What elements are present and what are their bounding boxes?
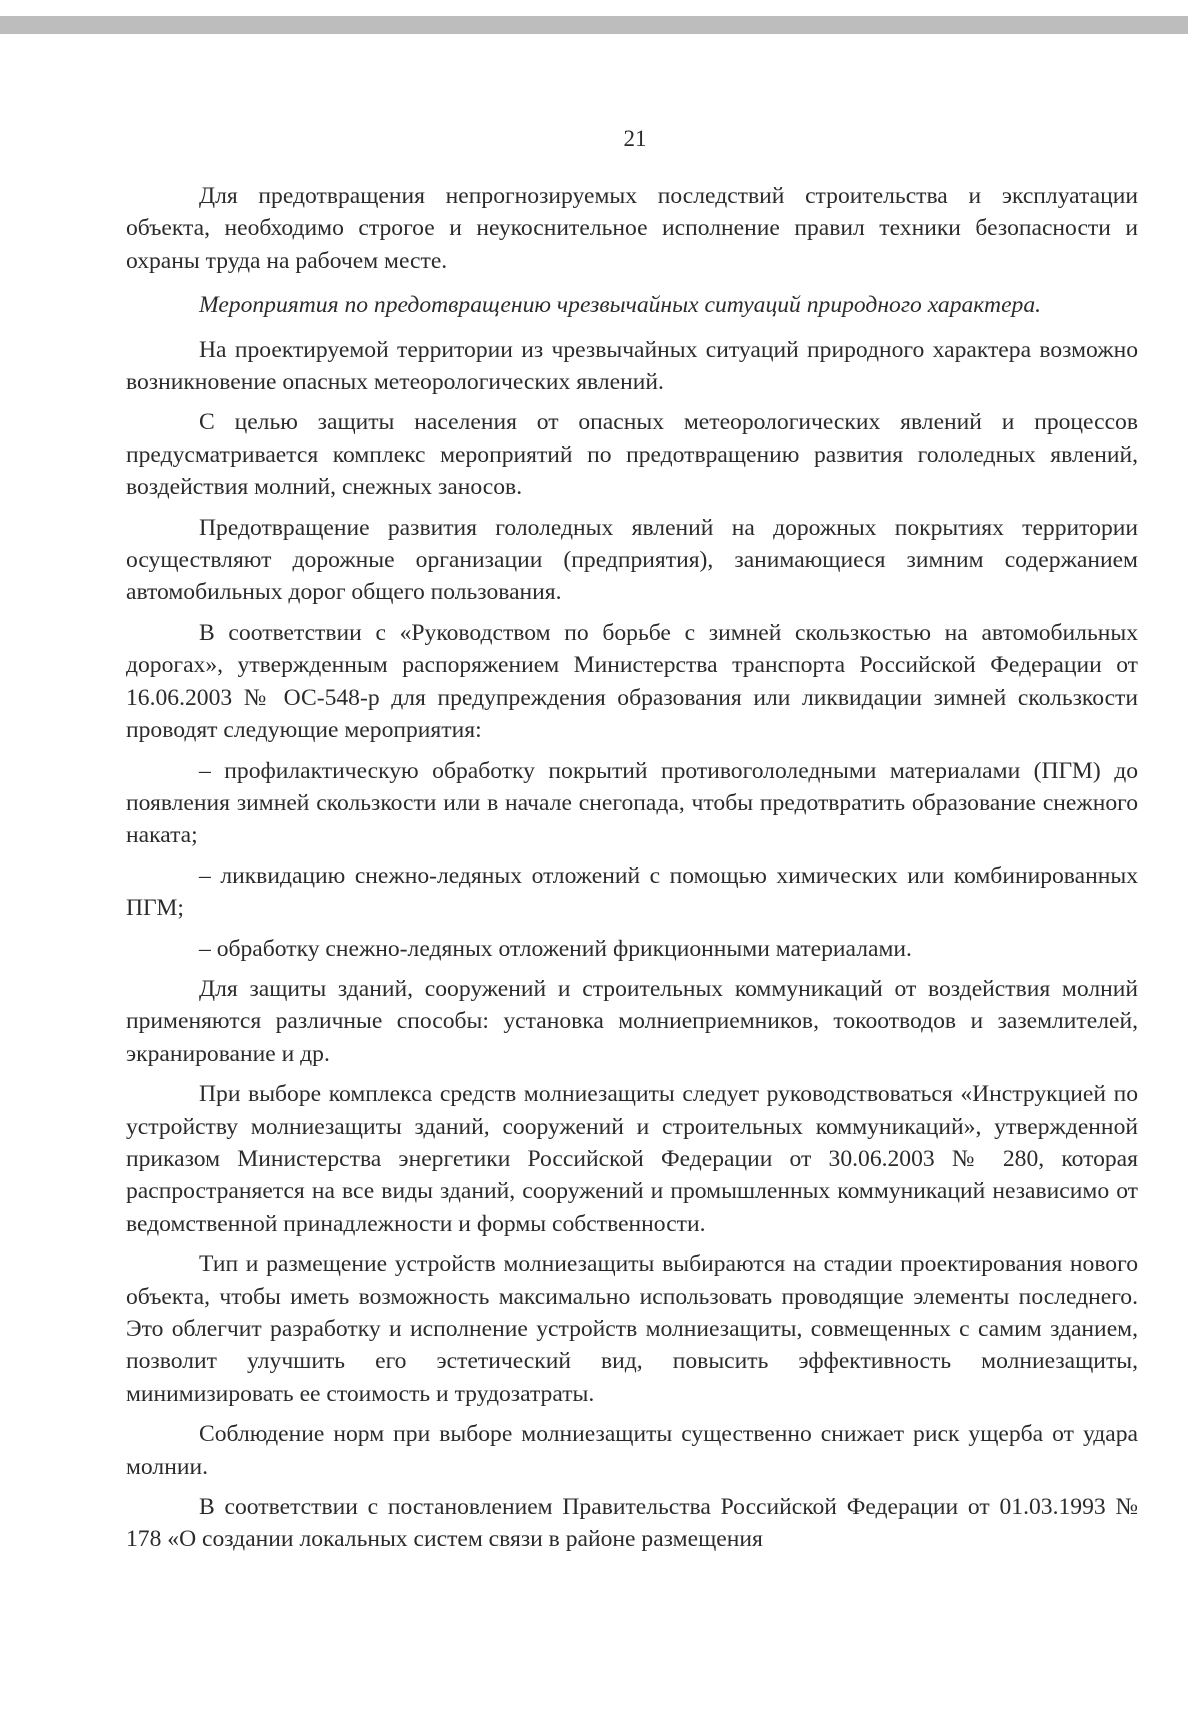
list-item-friction-treatment: – обработку снежно-ледяных отложений фрикционными материалами.	[199, 935, 912, 962]
paragraph-lightning-design-stage: Тип и размещение устройств молниезащиты выбираются на стадии проектирования нового объекта, чтобы иметь возможность максимально использовать проводящие элементы последнего. Это облегчит разработку и исполнение устройств молниезащиты, совмещенных с самим зданием, позволит улучшить его эстетический вид, повысить эффективность молниезащиты, минимизировать ее стоимость и трудозатраты.	[126, 1251, 1138, 1407]
page-number: 21	[623, 126, 647, 151]
section-heading-natural-emergencies: Мероприятия по предотвращению чрезвычайных ситуаций природного характера.	[199, 292, 1042, 319]
paragraph-safety-rules: Для предотвращения непрогнозируемых последствий строительства и эксплуатации объекта, необходимо строгое и неукоснительное исполнение правил техники безопасности и охраны труда на рабочем месте.	[126, 183, 1138, 274]
list-item-chemical-removal: – ликвидацию снежно-ледяных отложений с помощью химических или комбинированных ПГМ;	[126, 862, 1138, 922]
paragraph-ice-prevention: Предотвращение развития гололедных явлений на дорожных покрытиях территории осуществляют дорожные организации (предприятия), занимающиеся зимним содержанием автомобильных дорог общего пользования.	[126, 514, 1138, 606]
paragraph-lightning-instruction: При выборе комплекса средств молниезащиты следует руководствоваться «Инструкцией по устройству молниезащиты зданий, сооружений и строительных коммуникаций», утвержденной приказом Министерства энергетики Российской Федерации от 30.06.2003 № 280, которая распространяется на все виды зданий, сооружений и промышленных коммуникаций независимо от ведомственной принадлежности и формы собственности.	[126, 1081, 1138, 1237]
paragraph-lightning-norms: Соблюдение норм при выборе молниезащиты существенно снижает риск ущерба от удара молнии.	[126, 1421, 1138, 1480]
list-item-preventive-treatment: – профилактическую обработку покрытий противогололедными материалами (ПГМ) до появления зимней скользкости или в начале снегопада, чтобы предотвратить образование снежного наката;	[126, 757, 1138, 849]
scan-right-edge	[1188, 16, 1200, 1717]
paragraph-winter-slipperiness-guide: В соответствии с «Руководством по борьбе с зимней скользкостью на автомобильных дорогах», утвержденным распоряжением Министерства транспорта Российской Федерации от 16.06.2003 № ОС-548-р для предупреждения образования или ликвидации зимней скользкости проводят следующие мероприятия:	[126, 619, 1138, 744]
paragraph-protection-measures: С целью защиты населения от опасных метеорологических явлений и процессов предусматривается комплекс мероприятий по предотвращению развития гололедных явлений, воздействия молний, снежных заносов.	[126, 409, 1138, 501]
paragraph-meteorological-hazards: На проектируемой территории из чрезвычайных ситуаций природного характера возможно возникновение опасных метеорологических явлений.	[126, 336, 1138, 396]
paragraph-lightning-protection-methods: Для защиты зданий, сооружений и строительных коммуникаций от воздействия молний применяются различные способы: установка молниеприемников, токоотводов и заземлителей, экранирование и др.	[126, 975, 1138, 1067]
scan-edge-bar	[0, 16, 1188, 34]
paragraph-government-decree: В соответствии с постановлением Правительства Российской Федерации от 01.03.1993 № 178 «О создании локальных систем связи в районе размещения	[126, 1494, 1138, 1553]
document-body	[126, 180, 1138, 1556]
